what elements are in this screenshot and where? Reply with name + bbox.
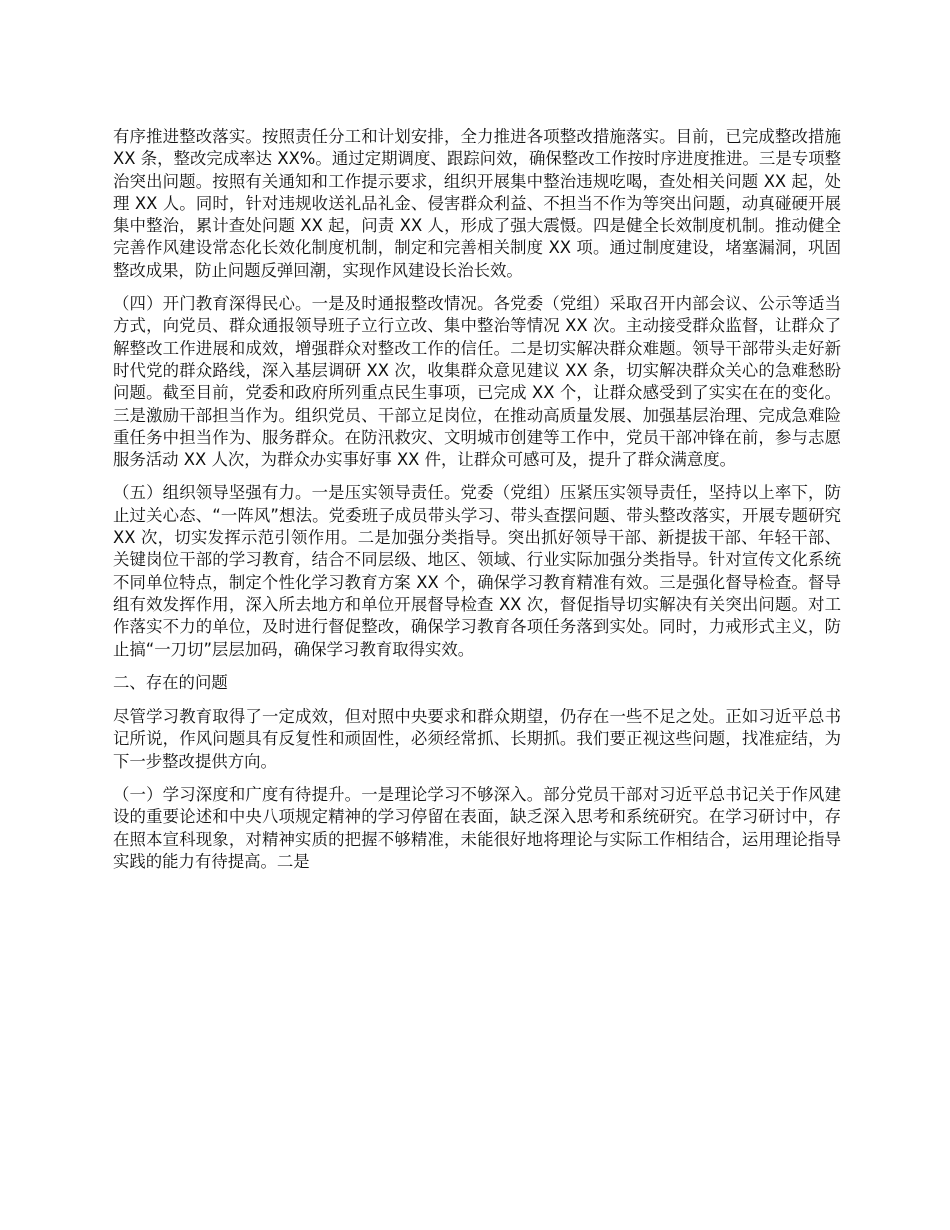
paragraph-study-depth: （一）学习深度和广度有待提升。一是理论学习不够深入。部分党员干部对习近平总书记关于作风建设的重要论述和中央八项规定精神的学习停留在表面，缺乏深入思考和系统研究。在学习研讨中，存在照本宣科现象，对精神实质的把握不够精准，未能很好地将理论与实际工作相结合，运用理论指导实践的能力有待提高。二是 [113, 785, 841, 871]
paragraph-rectification-progress: 有序推进整改落实。按照责任分工和计划安排，全力推进各项整改措施落实。目前，已完成整改措施 XX 条，整改完成率达 XX%。通过定期调度、跟踪问效，确保整改工作按时序进度推进。三是专项整治突出问题。按照有关通知和工作提示要求，组织开展集中整治违规吃喝，查处相关问题 XX 起，处理 XX 人。同时，针对违规收送礼品礼金、侵害群众利益、不担当不作为等突出问题，动真碰硬开展集中整治，累计查处问题 XX 起，问责 XX 人，形成了强大震慑。四是健全长效制度机制。推动健全完善作风建设常态化长效化制度机制，制定和完善相关制度 XX 项。通过制度建设，堵塞漏洞，巩固整改成果，防止问题反弹回潮，实现作风建设长治长效。 [113, 127, 841, 280]
paragraph-organization-leadership: （五）组织领导坚强有力。一是压实领导责任。党委（党组）压紧压实领导责任，坚持以上率下，防止过关心态、“一阵风”想法。党委班子成员带头学习、带头查摆问题、带头整改落实，开展专题研究 XX 次，切实发挥示范引领作用。二是加强分类指导。突出抓好领导干部、新提拔干部、年轻干部、关键岗位干部的学习教育，结合不同层级、地区、领域、行业实际加强分类指导。针对宣传文化系统不同单位特点，制定个性化学习教育方案 XX 个，确保学习教育精准有效。三是强化督导检查。督导组有效发挥作用，深入所去地方和单位开展督导检查 XX 次，督促指导切实解决有关突出问题。对工作落实不力的单位，及时进行督促整改，确保学习教育各项任务落到实处。同时，力戒形式主义，防止搞“一刀切”层层加码，确保学习教育取得实效。 [113, 483, 841, 659]
paragraph-open-education: （四）开门教育深得民心。一是及时通报整改情况。各党委（党组）采取召开内部会议、公示等适当方式，向党员、群众通报领导班子立行立改、集中整治等情况 XX 次。主动接受群众监督，让群众了解整改工作进展和成效，增强群众对整改工作的信任。二是切实解决群众难题。领导干部带头走好新时代党的群众路线，深入基层调研 XX 次，收集群众意见建议 XX 条，切实解决群众关心的急难愁盼问题。截至目前，党委和政府所列重点民生事项，已完成 XX 个，让群众感受到了实实在在的变化。三是激励干部担当作为。组织党员、干部立足岗位，在推动高质量发展、加强基层治理、完成急难险重任务中担当作为、服务群众。在防汛救灾、文明城市创建等工作中，党员干部冲锋在前，参与志愿服务活动 XX 人次，为群众办实事好事 XX 件，让群众可感可及，提升了群众满意度。 [113, 294, 841, 470]
paragraph-problems-intro: 尽管学习教育取得了一定成效，但对照中央要求和群众期望，仍存在一些不足之处。正如习近平总书记所说，作风问题具有反复性和顽固性，必须经常抓、长期抓。我们要正视这些问题，找准症结，为下一步整改提供方向。 [113, 707, 841, 771]
section-heading-existing-problems: 二、存在的问题 [113, 672, 228, 692]
document-body [113, 126, 841, 884]
